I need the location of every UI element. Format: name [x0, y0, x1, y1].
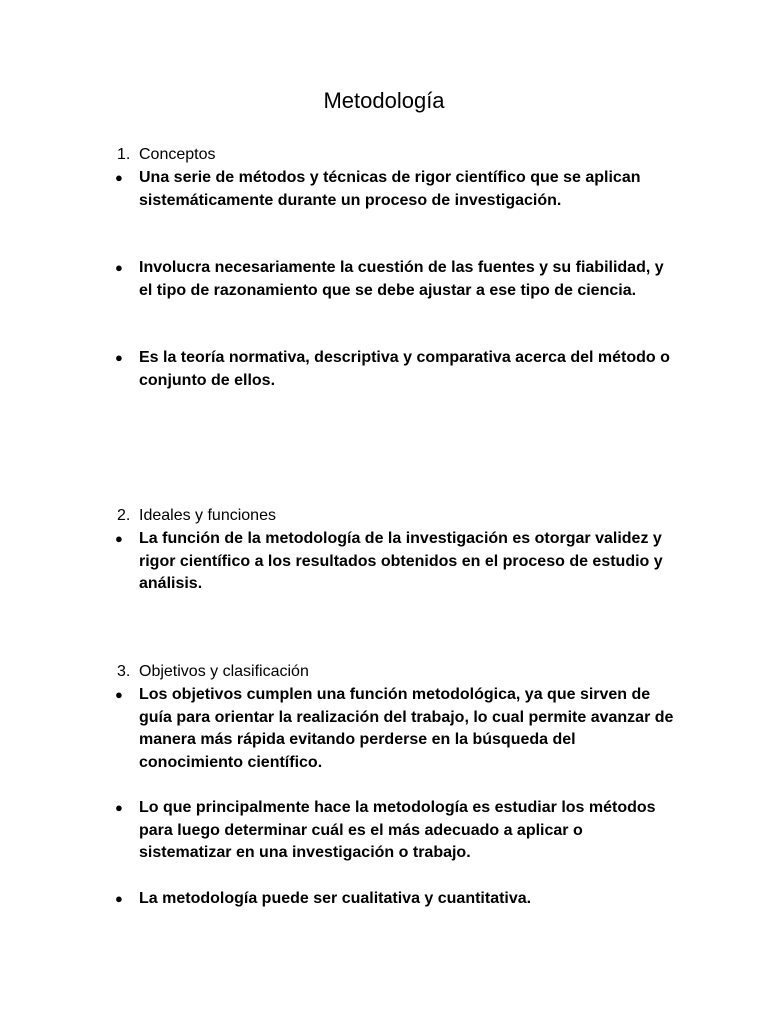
bullet-text: Una serie de métodos y técnicas de rigor científico que se aplican sistemáticamente durante un proceso de investigación. — [139, 169, 641, 209]
bullet-icon: ● — [115, 531, 123, 546]
bullet-icon: ● — [115, 260, 123, 275]
section-number: 2. — [117, 507, 131, 524]
bullet-text: Involucra necesariamente la cuestión de las fuentes y su fiabilidad, y el tipo de razonamiento que se debe ajustar a ese tipo de ciencia. — [139, 259, 664, 299]
bullet-icon: ● — [115, 800, 123, 815]
section-number: 1. — [117, 146, 131, 163]
bullet-text: Es la teoría normativa, descriptiva y comparativa acerca del método o conjunto de ellos. — [139, 349, 670, 389]
section-number: 3. — [117, 663, 131, 680]
bullet-icon: ● — [115, 687, 123, 702]
section-heading: Ideales y funciones — [139, 507, 276, 524]
section-heading: Objetivos y clasificación — [139, 663, 309, 680]
bullet-icon: ● — [115, 891, 123, 906]
section-heading: Conceptos — [139, 146, 216, 163]
bullet-text: La función de la metodología de la investigación es otorgar validez y rigor científico a los resultados obtenidos en el proceso de estudio y análisis. — [139, 530, 663, 593]
bullet-icon: ● — [115, 170, 123, 185]
page-title: Metodología — [323, 88, 445, 113]
bullet-text: Los objetivos cumplen una función metodológica, ya que sirven de guía para orientar la realización del trabajo, lo cual permite avanzar de manera más rápida evitando perderse en la búsqueda del conocimiento científico. — [139, 686, 674, 772]
bullet-text: Lo que principalmente hace la metodología es estudiar los métodos para luego determinar cuál es el más adecuado a aplicar o sistematizar en una investigación o trabajo. — [139, 799, 656, 862]
bullet-text: La metodología puede ser cualitativa y cuantitativa. — [139, 890, 532, 907]
bullet-icon: ● — [115, 350, 123, 365]
